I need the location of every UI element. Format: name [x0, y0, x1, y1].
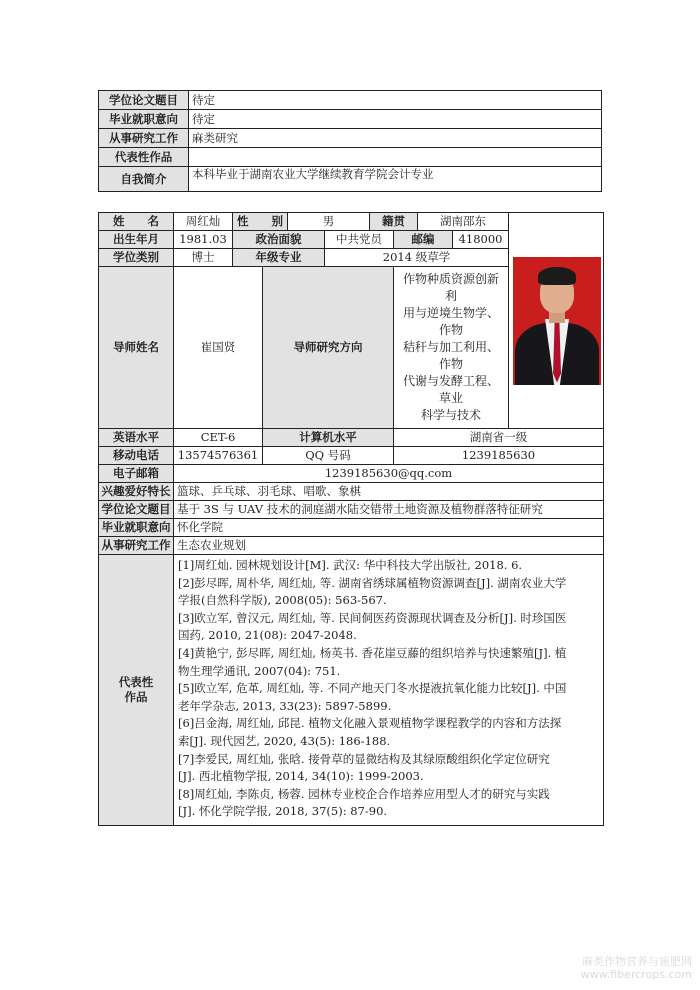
job-intention-value: 待定	[189, 110, 602, 129]
birth-label: 出生年月	[99, 231, 174, 249]
zip-label: 邮编	[394, 231, 453, 249]
computer-value: 湖南省一级	[394, 429, 604, 447]
list-item: 老年学杂志, 2013, 33(23): 5897-5899.	[178, 698, 392, 713]
email-value: 1239185630@qq.com	[174, 465, 604, 483]
table-row	[99, 129, 602, 148]
list-item: [4]黄艳宁, 彭尽晖, 周红灿, 杨英书. 香花崖豆藤的组织培养与快速繁殖[J]. 植	[178, 645, 567, 660]
table-row	[99, 429, 604, 447]
research-value: 生态农业规划	[174, 537, 604, 555]
thesis-title-value: 待定	[189, 91, 602, 110]
list-item: [5]欧立军, 危革, 周红灿, 等. 不同产地天门冬水提液抗氧化能力比较[J]. 中国	[178, 681, 567, 696]
name-label: 姓 名	[99, 213, 174, 231]
email-label: 电子邮箱	[99, 465, 174, 483]
avatar	[513, 257, 601, 385]
thesis-value: 基于 3S 与 UAV 技术的洞庭湖水陆交错带土地资源及植物群落特征研究	[174, 501, 604, 519]
direction-value: 作物种质资源创新利 用与逆境生物学、作物 秸秆与加工利用、作物 代谢与发酵工程、草业 科学与技术	[394, 267, 509, 429]
list-item: [7]李爱民, 周红灿, 张晗. 接骨草的显微结构及其绿原酸组织化学定位研究	[178, 751, 550, 766]
job-label: 毕业就职意向	[99, 519, 174, 537]
list-item: [J]. 西北植物学报, 2014, 34(10): 1999-2003.	[178, 769, 424, 784]
list-item: 物生理学通讯, 2007(04): 751.	[178, 663, 341, 678]
self-intro-label: 自我简介	[99, 167, 189, 192]
english-value: CET-6	[174, 429, 263, 447]
computer-label: 计算机水平	[263, 429, 394, 447]
table-row	[99, 537, 604, 555]
table-row	[99, 447, 604, 465]
name-value: 周红灿	[174, 213, 233, 231]
list-item: [2]彭尽晖, 周朴华, 周红灿, 等. 湖南省绣球属植物资源调查[J]. 湖南农业大学	[178, 575, 567, 590]
zip-value: 418000	[453, 231, 509, 249]
table-row	[99, 465, 604, 483]
advisor-value: 崔国贤	[174, 267, 263, 429]
grade-label: 年级专业	[233, 249, 325, 267]
advisor-label: 导师姓名	[99, 267, 174, 429]
phone-value: 13574576361	[174, 447, 263, 465]
table-row	[99, 167, 602, 192]
degree-value: 博士	[174, 249, 233, 267]
gender-value: 男	[288, 213, 370, 231]
works-list	[174, 555, 604, 826]
research-work-value: 麻类研究	[189, 129, 602, 148]
table-row	[99, 91, 602, 110]
political-label: 政治面貌	[233, 231, 325, 249]
list-item: [3]欧立军, 曾汉元, 周红灿, 等. 民间侗医药资源现状调查及分析[J]. 时珍国医	[178, 610, 567, 625]
job-intention-label: 毕业就职意向	[99, 110, 189, 129]
direction-label: 导师研究方向	[263, 267, 394, 429]
summary-table	[98, 90, 602, 192]
thesis-title-label: 学位论文题目	[99, 91, 189, 110]
origin-label: 籍贯	[370, 213, 418, 231]
photo-cell	[509, 213, 604, 429]
list-item: 国药, 2010, 21(08): 2047-2048.	[178, 628, 357, 643]
works-label: 代表性 作品	[99, 555, 174, 826]
list-item: [1]周红灿. 园林规划设计[M]. 武汉: 华中科技大学出版社, 2018. 6.	[178, 558, 523, 572]
qq-value: 1239185630	[394, 447, 604, 465]
birth-value: 1981.03	[174, 231, 233, 249]
self-intro-value: 本科毕业于湖南农业大学继续教育学院会计专业	[189, 167, 602, 192]
gender-label: 性 别	[233, 213, 288, 231]
research-label: 从事研究工作	[99, 537, 174, 555]
table-row	[99, 483, 604, 501]
table-row	[99, 501, 604, 519]
table-row	[99, 213, 604, 231]
list-item: [8]周红灿, 李陈贞, 杨蓉. 园林专业校企合作培养应用型人才的研究与实践	[178, 786, 550, 801]
job-value: 怀化学院	[174, 519, 604, 537]
research-work-label: 从事研究工作	[99, 129, 189, 148]
watermark: 麻类作物营养与施肥网 www.fibercrops.com	[580, 955, 692, 981]
political-value: 中共党员	[325, 231, 394, 249]
table-row	[99, 555, 604, 826]
table-row	[99, 110, 602, 129]
hobby-label: 兴趣爱好特长	[99, 483, 174, 501]
hobby-value: 篮球、乒乓球、羽毛球、唱歌、象棋	[174, 483, 604, 501]
representative-works-label: 代表性作品	[99, 148, 189, 167]
grade-value: 2014 级草学	[325, 249, 509, 267]
list-item: 索[J]. 现代园艺, 2020, 43(5): 186-188.	[178, 733, 391, 748]
table-row	[99, 519, 604, 537]
degree-label: 学位类别	[99, 249, 174, 267]
table-row	[99, 148, 602, 167]
list-item: [J]. 怀化学院学报, 2018, 37(5): 87-90.	[178, 804, 388, 819]
representative-works-value	[189, 148, 602, 167]
list-item: 学报(自然科学版), 2008(05): 563-567.	[178, 593, 387, 608]
thesis-label: 学位论文题目	[99, 501, 174, 519]
qq-label: QQ 号码	[263, 447, 394, 465]
origin-value: 湖南邵东	[418, 213, 509, 231]
list-item: [6]吕金海, 周红灿, 邱昆. 植物文化融入景观植物学课程教学的内容和方法探	[178, 716, 562, 731]
phone-label: 移动电话	[99, 447, 174, 465]
english-label: 英语水平	[99, 429, 174, 447]
profile-table	[98, 212, 604, 826]
